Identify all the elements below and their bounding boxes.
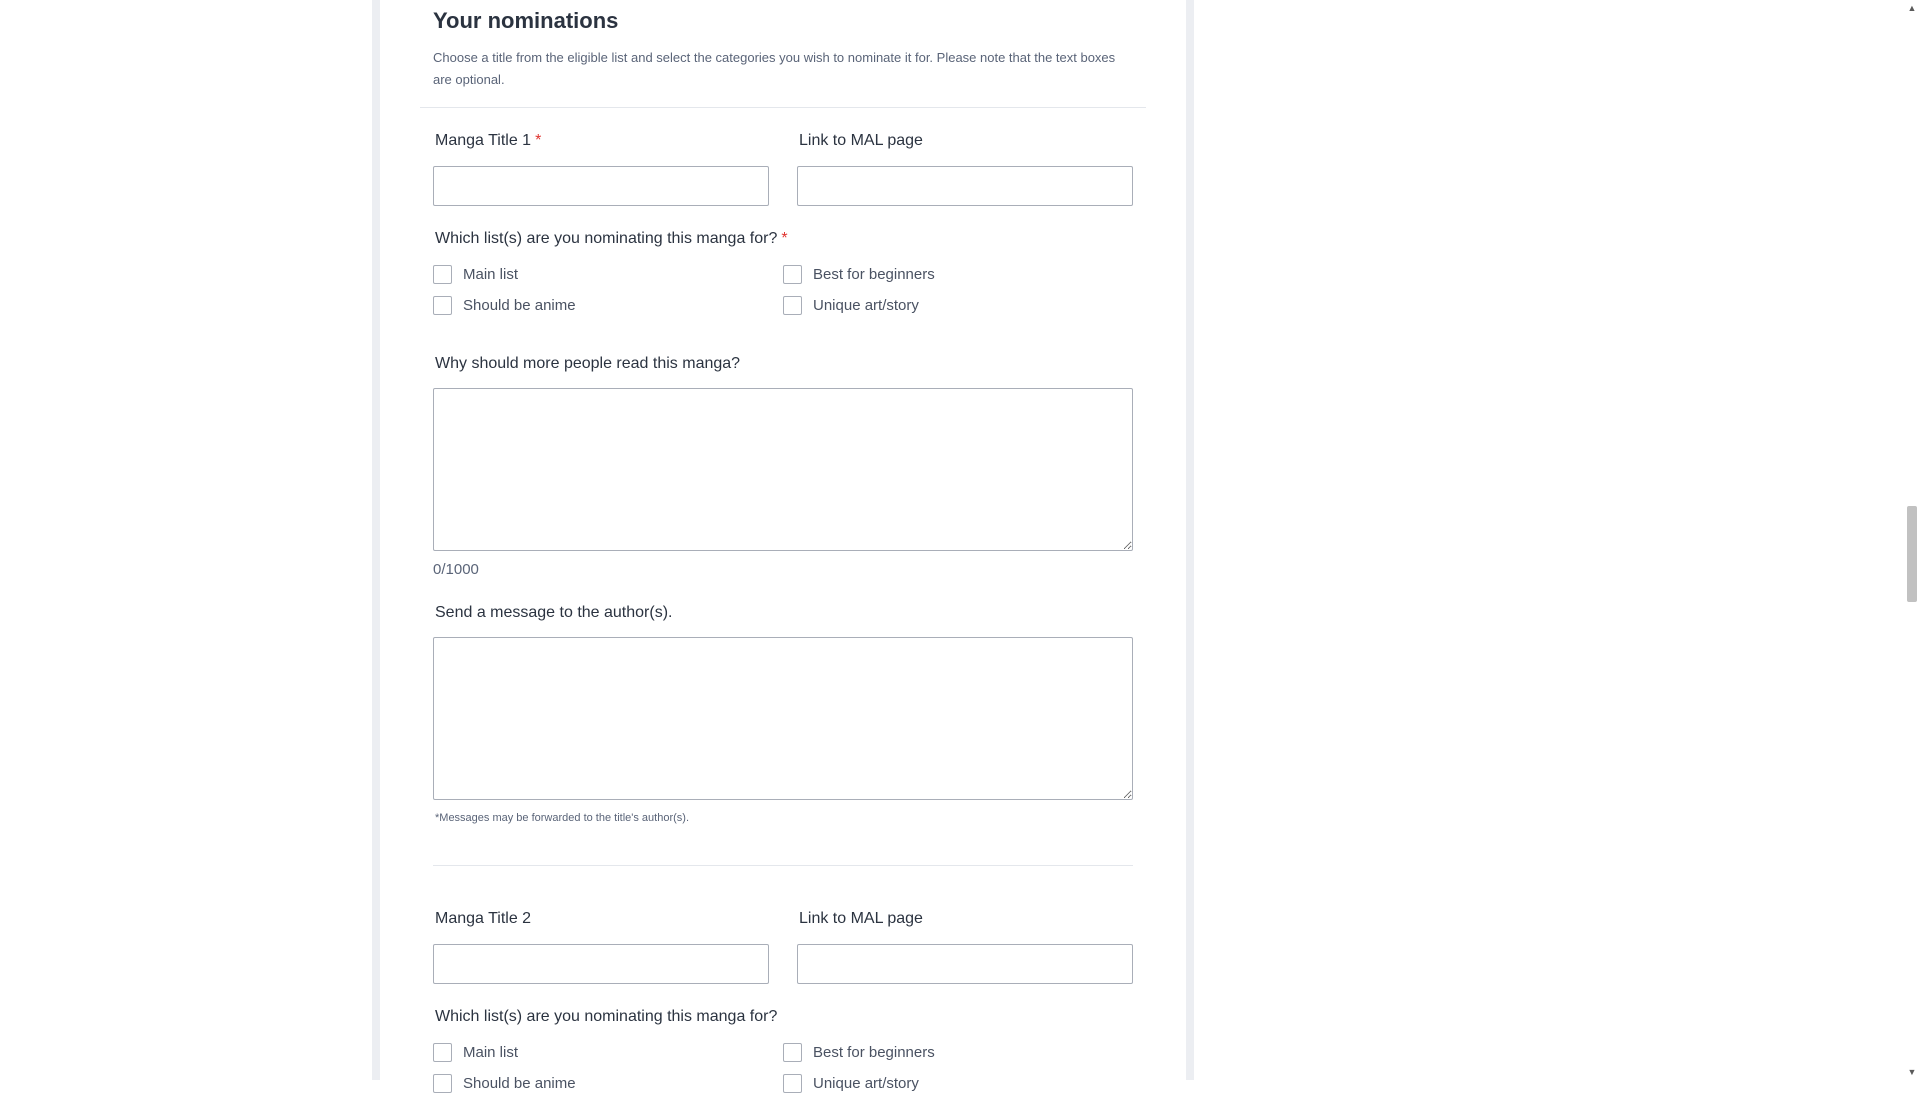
checkbox-box[interactable] — [433, 265, 452, 284]
checkbox-label: Unique art/story — [813, 297, 919, 314]
checkbox-unique-art-story-1[interactable] — [783, 296, 919, 315]
checkbox-label: Best for beginners — [813, 1044, 935, 1061]
mal-link-2-input[interactable] — [797, 944, 1133, 984]
required-mark: * — [535, 132, 542, 149]
why-read-1-textarea[interactable] — [433, 388, 1133, 551]
checkbox-main-list-1[interactable] — [433, 265, 518, 284]
lists-2-label: Which list(s) are you nominating this manga for? — [435, 1008, 778, 1025]
lists-1-label-text: Which list(s) are you nominating this manga for? — [435, 230, 778, 247]
checkbox-label: Main list — [463, 1044, 519, 1061]
why-read-1-label: Why should more people read this manga? — [435, 355, 741, 372]
checkbox-box[interactable] — [783, 296, 802, 315]
caret-up-icon[interactable]: ▲ — [1907, 3, 1917, 13]
message-1-label: Send a message to the author(s). — [435, 604, 673, 621]
checkbox-box[interactable] — [433, 1074, 452, 1093]
manga-title-1-label-text: Manga Title 1 — [435, 132, 532, 149]
manga-title-1-label — [435, 132, 541, 150]
section-title: Your nominations — [433, 8, 619, 33]
checkbox-box[interactable] — [433, 296, 452, 315]
checkbox-label: Unique art/story — [813, 1075, 919, 1092]
checkbox-label: Main list — [463, 266, 519, 283]
checkbox-box[interactable] — [433, 1043, 452, 1062]
checkbox-label: Should be anime — [463, 1075, 576, 1092]
caret-down-icon[interactable]: ▼ — [1907, 1067, 1917, 1077]
scrollbar-thumb[interactable] — [1907, 506, 1917, 602]
checkbox-should-be-anime-1[interactable] — [433, 296, 576, 315]
char-counter: 0/1000 — [433, 561, 479, 578]
card-right-border — [1186, 0, 1194, 1080]
manga-title-2-input[interactable] — [433, 944, 769, 984]
checkbox-main-list-2[interactable] — [433, 1043, 518, 1062]
checkbox-best-for-beginners-2[interactable] — [783, 1043, 935, 1062]
manga-title-2-label: Manga Title 2 — [435, 910, 532, 927]
section-divider — [420, 107, 1146, 108]
checkbox-unique-art-story-2[interactable] — [783, 1074, 919, 1093]
lists-1-label — [435, 230, 788, 248]
checkbox-best-for-beginners-1[interactable] — [783, 265, 935, 284]
nomination-divider — [433, 865, 1133, 866]
required-mark: * — [781, 230, 788, 247]
section-description: Choose a title from the eligible list and select the categories you wish to nominate it for. Please note that the text boxes are optional. — [433, 50, 1116, 87]
card-left-border — [372, 0, 380, 1080]
mal-link-2-label: Link to MAL page — [799, 910, 923, 927]
mal-link-1-input[interactable] — [797, 166, 1133, 206]
message-note: *Messages may be forwarded to the title's author(s). — [435, 812, 689, 824]
vertical-scrollbar[interactable] — [1904, 0, 1920, 1080]
checkbox-box[interactable] — [783, 1043, 802, 1062]
message-1-textarea[interactable] — [433, 637, 1133, 800]
checkbox-should-be-anime-2[interactable] — [433, 1074, 576, 1093]
checkbox-label: Should be anime — [463, 297, 576, 314]
checkbox-box[interactable] — [783, 1074, 802, 1093]
checkbox-box[interactable] — [783, 265, 802, 284]
manga-title-1-input[interactable] — [433, 166, 769, 206]
checkbox-label: Best for beginners — [813, 266, 935, 283]
mal-link-1-label: Link to MAL page — [799, 132, 923, 149]
